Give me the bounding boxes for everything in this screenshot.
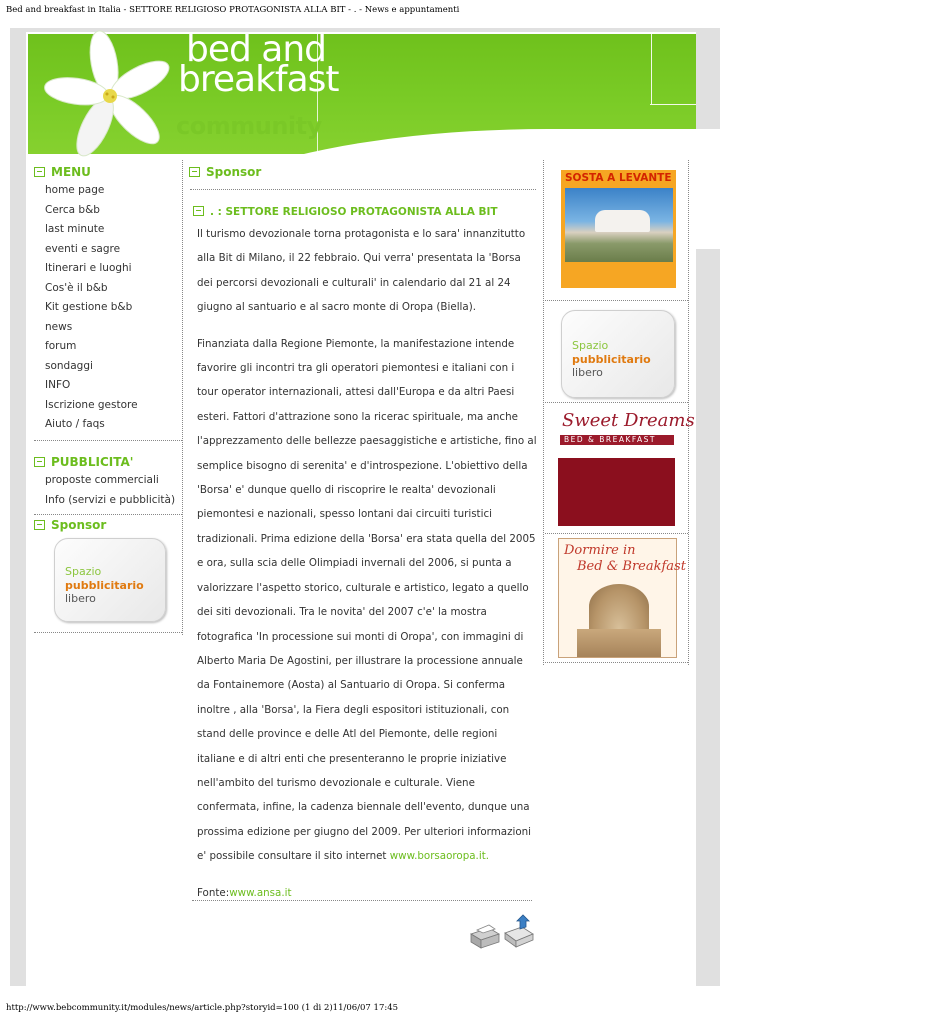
- article-body: [197, 222, 537, 917]
- column-divider: [543, 160, 544, 665]
- article-title[interactable]: . : SETTORE RELIGIOSO PROTAGONISTA ALLA BIT: [193, 206, 498, 218]
- article-paragraph: Il turismo devozionale torna protagonista e lo sara' innanzitutto alla Bit di Milano, il 22 febbraio. Qui verra' presentata la 'Borsa dei percorsi devozionali e culturali' in calendario dal 21 al 24 giugno al santuario e al sacro monte di Oropa (Biella).: [197, 228, 526, 314]
- menu-list: [45, 181, 138, 435]
- banner-sweet-dreams[interactable]: Sweet Dreams BED & BREAKFAST: [558, 408, 675, 526]
- menu-item-cos-e-bb[interactable]: Cos'è il b&b: [45, 281, 108, 294]
- dome-image: [589, 584, 649, 629]
- divider: [545, 402, 688, 403]
- collapse-icon[interactable]: [34, 520, 45, 530]
- logo-text-bed-and: bed and: [186, 29, 327, 70]
- divider: [545, 662, 688, 663]
- column-divider: [182, 160, 183, 635]
- left-sponsor-heading[interactable]: Sponsor: [34, 518, 106, 532]
- menu-item-proposte-commerciali[interactable]: proposte commerciali: [45, 474, 159, 486]
- menu-item-info-servizi[interactable]: Info (servizi e pubblicità): [45, 493, 176, 506]
- menu-item-eventi-sagre[interactable]: eventi e sagre: [45, 242, 121, 255]
- house-photo: [565, 188, 673, 262]
- banner-spazio-libero[interactable]: Spazio pubblicitario libero: [561, 310, 675, 398]
- menu-item-kit-gestione[interactable]: Kit gestione b&b: [45, 301, 133, 313]
- main-sponsor-heading[interactable]: Sponsor: [189, 165, 261, 179]
- banner-dormire-in-bb[interactable]: Dormire in Bed & Breakfast: [558, 538, 677, 658]
- logo-text-community: community: [176, 112, 322, 140]
- divider: [192, 900, 532, 901]
- logo-text-breakfast: breakfast: [178, 59, 339, 100]
- print-footer: http://www.bebcommunity.it/modules/news/article.php?storyid=100 (1 di 2)11/06/07 17:45: [6, 1003, 399, 1013]
- flower-logo-icon: [48, 34, 178, 154]
- site-header: [28, 29, 696, 154]
- sponsor-ad-spazio-libero[interactable]: Spazio pubblicitario libero: [54, 538, 166, 622]
- menu-item-home-page[interactable]: home page: [45, 184, 105, 196]
- article-source: Fonte:www.ansa.it: [197, 886, 292, 899]
- menu-heading[interactable]: MENU: [34, 165, 91, 179]
- email-icon[interactable]: [502, 915, 536, 949]
- borsaoropa-link[interactable]: www.borsaoropa.it.: [389, 850, 489, 863]
- menu-item-news[interactable]: news: [45, 320, 73, 333]
- divider: [545, 533, 688, 534]
- menu-item-itinerari[interactable]: Itinerari e luoghi: [45, 262, 132, 274]
- pubblicita-heading[interactable]: PUBBLICITA': [34, 455, 133, 469]
- collapse-icon[interactable]: [34, 167, 45, 177]
- collapse-icon[interactable]: [189, 167, 200, 177]
- menu-item-aiuto-faqs[interactable]: Aiuto / faqs: [45, 418, 105, 430]
- collapse-icon[interactable]: [34, 457, 45, 467]
- divider: [190, 189, 536, 190]
- menu-item-cerca-bb[interactable]: Cerca b&b: [45, 203, 100, 216]
- menu-item-last-minute[interactable]: last minute: [45, 223, 105, 235]
- divider: [34, 514, 182, 515]
- divider: [34, 632, 182, 633]
- divider: [34, 440, 182, 441]
- menu-item-forum[interactable]: forum: [45, 340, 77, 352]
- divider: [545, 300, 688, 301]
- menu-item-sondaggi[interactable]: sondaggi: [45, 359, 93, 372]
- banner-sosta-a-levante[interactable]: SOSTA A LEVANTE: [561, 170, 676, 288]
- menu-item-iscrizione-gestore[interactable]: Iscrizione gestore: [45, 398, 138, 411]
- print-icon[interactable]: [467, 920, 501, 950]
- collapse-icon[interactable]: [193, 206, 204, 216]
- print-header: Bed and breakfast in Italia - SETTORE RELIGIOSO PROTAGONISTA ALLA BIT - . - News e appuntamenti: [6, 5, 460, 15]
- ansa-link[interactable]: www.ansa.it: [229, 886, 292, 899]
- article-paragraph: Finanziata dalla Regione Piemonte, la manifestazione intende favorire gli incontri tra gli operatori piemontesi e italiani con i tour operator internazionali, attesi dall'Europa e da altri Paesi esteri. Fattori d'attrazione sono la ricerac spirituale, ma anche l'apprezzamento delle bellezze paesaggistiche e artistiche, fino al semplice bisogno di serenita' e d'introspezione. L'obiettivo della 'Borsa' e' dunque quello di riscoprire le realta' devozionali piemontesi e nazionali, spesso lontani dai circuiti turistici tradizionali. Prima edizione della 'Borsa' era stata quella del 2005 e ora, sulla scia delle Olimpiadi invernali del 2006, si punta a valorizzare l'aspetto storico, culturale e artistico, legato a quello dei siti devozionali. Tra le novita' del 2007 c'e' la mostra fotografica 'In processione sui monti di Oropa', con immagini di Alberto Maria De Agostini, per illustrare la processione annuale da Fontainemore (Aosta) al Santuario di Oropa. Si conferma inoltre , alla 'Borsa', la Fiera degli espositori istituzionali, con stand delle province e delle Atl del Piemonte, delle regioni italiane e di altri enti che presenteranno le proprie iniziative nell'ambito del turismo devozionale e culturale. Viene confermata, infine, la cadenza biennale dell'evento, dunque una prossima edizione per giugno del 2009. Per ulteriori informazioni e' possibile consultare il sito internet www.borsaoropa.it.: [197, 337, 537, 863]
- pubblicita-list: [45, 471, 175, 510]
- menu-item-info[interactable]: INFO: [45, 379, 71, 391]
